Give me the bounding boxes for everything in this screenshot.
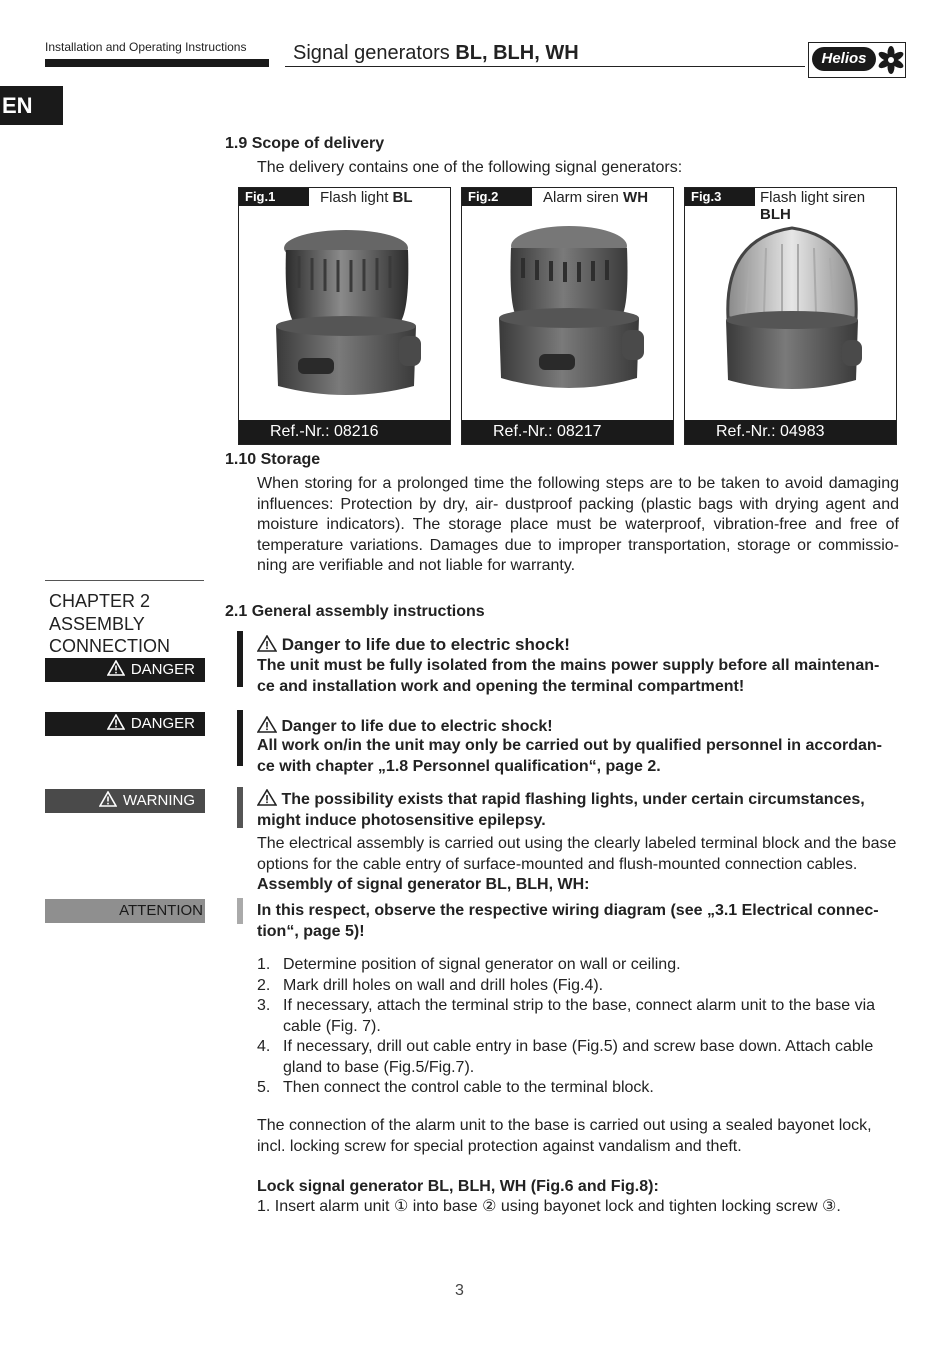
warning-triangle-icon: [107, 714, 125, 730]
list-text: Mark drill holes on wall and drill holes (Fig.4).: [283, 976, 604, 994]
list-text: Then connect the control cable to the terminal block.: [283, 1079, 654, 1096]
figure-reference-number: Ref.-Nr.: 04983: [685, 420, 896, 444]
paragraph-line: options for the cable entry of surface-mounted and flush-mounted connection cables.: [257, 855, 858, 873]
storage-paragraph: [257, 474, 899, 577]
list-text: If necessary, drill out cable entry in base (Fig.5) and screw base down. Attach cable: [283, 1038, 874, 1055]
danger1-line: ce and installation work and opening the terminal compartment!: [257, 677, 745, 695]
figure-label: Fig.3: [685, 188, 755, 206]
danger-marker-bar: [237, 710, 243, 766]
list-text: Determine position of signal generator on wall or ceiling.: [283, 956, 681, 973]
warning-triangle-icon: [257, 789, 277, 806]
attention-text: [257, 901, 899, 942]
paragraph-line: The connection of the alarm unit to the base is carried out using a sealed bayonet lock,: [257, 1117, 872, 1134]
danger-marker-bar: [237, 631, 243, 687]
list-item: [257, 1037, 907, 1078]
figure-reference-number: Ref.-Nr.: 08216: [239, 420, 450, 444]
flash-light-image: [264, 218, 429, 408]
figure-alarm-siren: [461, 187, 674, 445]
assembly-steps-list: [257, 955, 907, 1099]
danger2-line: ce with chapter „1.8 Personnel qualification“, page 2.: [257, 757, 661, 775]
warning-line: might induce photosensitive epilepsy.: [257, 811, 546, 829]
danger1-title: Danger to life due to electric shock!: [257, 635, 570, 656]
lock-heading: Lock signal generator BL, BLH, WH (Fig.6 and Fig.8):: [257, 1178, 659, 1195]
danger2-line: All work on/in the unit may only be carried out by qualified personnel in accordan-: [257, 737, 882, 754]
warning-marker-bar: [237, 787, 243, 828]
list-item: [257, 955, 907, 976]
paragraph-line: incl. locking screw for special protection against vandalism and theft.: [257, 1137, 742, 1155]
warning-line: The possibility exists that rapid flashing lights, under certain circumstances,: [257, 789, 899, 811]
attention-line: In this respect, observe the respective wiring diagram (see „3.1 Electrical connec-: [257, 902, 879, 919]
alarm-siren-image: [487, 218, 652, 408]
danger2-title: Danger to life due to electric shock!: [257, 716, 553, 738]
assembly-subheading: Assembly of signal generator BL, BLH, WH:: [257, 876, 590, 893]
storage-line: influences: Protection by dry, air- dustproof packing (plastic bags with drying agent and: [257, 495, 899, 513]
figure-flash-light: [238, 187, 451, 445]
section-heading-storage: 1.10 Storage: [225, 451, 321, 468]
logo-wordmark: Helios: [812, 47, 876, 71]
danger-tag: [45, 712, 205, 736]
warning-triangle-icon: [99, 791, 117, 807]
attention-tag: ATTENTION: [45, 899, 205, 923]
section-heading-assembly: 2.1 General assembly instructions: [225, 603, 485, 620]
list-text: gland to base (Fig.5/Fig.7).: [283, 1058, 475, 1076]
figure-reference-number: Ref.-Nr.: 08217: [462, 420, 673, 444]
list-number: 5.: [257, 1079, 271, 1096]
chapter-rule: [45, 580, 204, 581]
figure-caption: Alarm siren WH: [543, 189, 649, 206]
list-text: If necessary, attach the terminal strip to the base, connect alarm unit to the base via: [283, 997, 876, 1014]
header-doc-type: Installation and Operating Instructions: [45, 40, 247, 54]
lock-step: 1. Insert alarm unit ① into base ② using bayonet lock and tighten locking screw ③.: [257, 1198, 841, 1215]
warning-text: [257, 789, 899, 831]
list-item: [257, 976, 907, 997]
warning-triangle-icon: [257, 635, 277, 652]
helios-logo: [808, 42, 906, 78]
electrical-assembly-paragraph: [257, 834, 902, 896]
figure-label: Fig.1: [239, 188, 309, 206]
danger1-text: [257, 656, 899, 697]
figure-caption: Flash light siren BLH: [760, 189, 866, 223]
flash-light-siren-image: [710, 218, 875, 408]
danger-tag-label: DANGER: [130, 661, 195, 678]
attention-marker-bar: [237, 898, 243, 924]
storage-line: When storing for a prolonged time the following steps are to be taken to avoid damaging: [257, 475, 899, 492]
danger-tag-label: DANGER: [130, 715, 195, 732]
header-bar: [45, 59, 269, 67]
storage-line: temperature variations. Damages due to improper transportation, storage or commissio-: [257, 536, 899, 554]
danger-tag: [45, 658, 205, 682]
figure-flash-light-siren: [684, 187, 897, 445]
fan-icon: [877, 45, 905, 75]
figure-caption: Flash light BL: [320, 189, 413, 206]
warning-tag: [45, 789, 205, 813]
list-text: cable (Fig. 7).: [283, 1017, 381, 1035]
attention-line: tion“, page 5)!: [257, 922, 365, 940]
header-rule: [285, 66, 805, 67]
list-number: 4.: [257, 1038, 271, 1055]
storage-line: ning are verifiable and not liable for warranty.: [257, 557, 576, 574]
header-title-bold: BL, BLH, WH: [455, 42, 579, 64]
scope-intro: The delivery contains one of the following signal generators:: [257, 159, 683, 176]
paragraph-line: The electrical assembly is carried out using the clearly labeled terminal block and the base: [257, 835, 897, 852]
figure-label: Fig.2: [462, 188, 532, 206]
header-title-regular: Signal generators: [293, 42, 456, 64]
chapter-number: CHAPTER 2: [49, 591, 151, 611]
list-number: 1.: [257, 956, 271, 973]
warning-triangle-icon: [257, 716, 277, 733]
danger1-line: The unit must be fully isolated from the mains power supply before all maintenan-: [257, 657, 880, 674]
list-number: 2.: [257, 976, 271, 994]
bayonet-paragraph: [257, 1116, 902, 1157]
chapter-title-line: CONNECTION: [49, 636, 170, 656]
header-title: [293, 42, 579, 65]
page-number: 3: [455, 1282, 464, 1299]
danger2-text: [257, 736, 899, 777]
warning-triangle-icon: [107, 660, 125, 676]
warning-tag-label: WARNING: [123, 792, 195, 809]
list-item: [257, 996, 907, 1037]
language-tab: EN: [0, 86, 63, 125]
list-number: 3.: [257, 997, 271, 1014]
section-heading-scope: 1.9 Scope of delivery: [225, 135, 385, 152]
storage-line: moisture indicators). The storage place must be waterproof, vibration-free and free of: [257, 516, 899, 533]
chapter-title-line: ASSEMBLY: [49, 613, 145, 634]
chapter-heading: [49, 590, 170, 658]
list-item: [257, 1078, 907, 1099]
